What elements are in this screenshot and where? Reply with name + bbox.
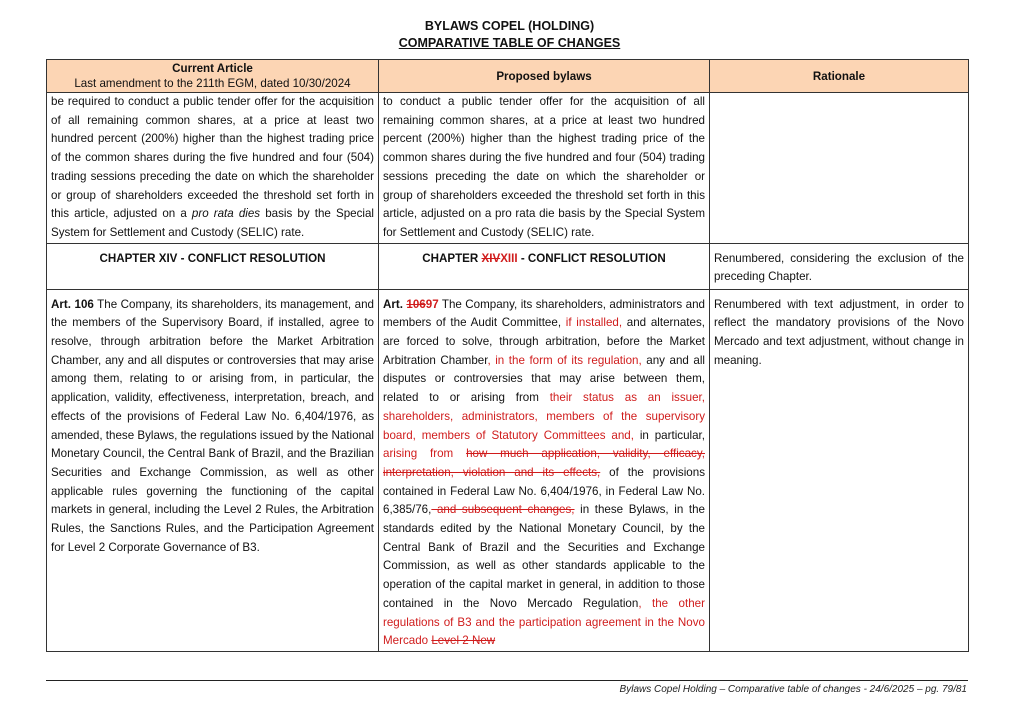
comparative-table: [46, 59, 969, 652]
table-row: [47, 93, 969, 244]
inserted-text: 97: [425, 297, 439, 311]
table-header-row: [47, 60, 969, 93]
current-text: be required to conduct a public tender offer for the acquisition of all remaining common shares, at a price at least two hundred percent (200%) higher than the highest trading price of the common shares during the five hundred and four (504) trading sessions preceding the date on which the shareholder or group of shareholders exceeded the threshold set forth in this article, adjusted on a: [51, 95, 374, 221]
inserted-text: their status as an issuer, shareholders, administrators, members of the supervisory board, members of Statutory Committees and,: [383, 391, 705, 442]
proposed-text: [453, 447, 466, 460]
header-proposed-bylaws: Proposed bylaws: [379, 60, 710, 93]
table-row: [47, 289, 969, 651]
proposed-cell: [379, 289, 710, 651]
chapter-prefix: CHAPTER: [422, 251, 482, 265]
proposed-chapter-heading: [379, 243, 710, 289]
header-current-article: [47, 60, 379, 93]
current-text-end: basis by the Special System for Settlement and Custody (SELIC) rate.: [51, 207, 374, 239]
document-title: [0, 18, 1019, 52]
header-current-title: Current Article: [172, 62, 253, 75]
inserted-text: , the other regulations of B3 and the participation agreement in the Novo Mercado: [383, 596, 705, 648]
inserted-text: XIII: [500, 251, 518, 265]
inserted-text: if installed,: [565, 316, 623, 330]
rationale-cell: [710, 93, 969, 244]
title-line-2: COMPARATIVE TABLE OF CHANGES: [398, 36, 621, 50]
current-cell: [47, 289, 379, 651]
proposed-text: of the provisions contained in Federal Law No. 6,404/1976, in Federal Law No. 6,385/76,: [383, 465, 705, 517]
deleted-text: Level 2 New: [431, 634, 496, 648]
inserted-text: , in the form of its regulation,: [487, 353, 642, 367]
current-chapter-heading: CHAPTER XIV - CONFLICT RESOLUTION: [47, 243, 379, 289]
table-row-chapter: [47, 243, 969, 289]
chapter-suffix: - CONFLICT RESOLUTION: [517, 251, 666, 265]
proposed-text: any and all disputes or controversies that may arise between them, related to or arising from: [383, 353, 705, 405]
proposed-text: Art.: [383, 297, 407, 311]
rationale-cell: Renumbered, considering the exclusion of the preceding Chapter.: [710, 243, 969, 289]
current-text-italic: pro rata dies: [191, 207, 261, 221]
footer-divider: [46, 680, 968, 681]
proposed-text: in these Bylaws, in the standards edited by the National Monetary Council, by the Central Bank of Brazil and the Securities and Exchange Commission, as well as other standards applicable to the operation of the capital market in general, in addition to those contained in the Novo Mercado Regulation: [383, 503, 705, 610]
header-current-subtitle: Last amendment to the 211th EGM, dated 10/30/2024: [74, 77, 351, 90]
article-number: Art. 106: [51, 297, 94, 311]
header-rationale: Rationale: [710, 60, 969, 93]
current-text: The Company, its shareholders, its management, and the members of the Supervisory Board, if installed, agree to resolve, through arbitration before the Market Arbitration Chamber, any and all disputes or controversies that may arise among them, relating to or arising from, in particular, the application, validity, effectiveness, interpretation, breach, and effects of the provisions of Federal Law No. 6,404/1976, as amended, these Bylaws, the regulations issued by the National Monetary Council, the Central Bank of Brazil, and the Brazilian Securities and Exchange Commission, as well as other applicable rules governing the functioning of the capital markets in general, including the Level 2 Rules, the Arbitration Rules, the Sanctions Rules, and the Participation Agreement for Level 2 Corporate Governance of B3.: [51, 297, 374, 554]
deleted-text: 106: [406, 297, 426, 311]
inserted-text: arising from: [383, 447, 454, 461]
current-cell: [47, 93, 379, 244]
proposed-text: in particular,: [633, 428, 705, 442]
page-footer: Bylaws Copel Holding – Comparative table of changes - 24/6/2025 – pg. 79/81: [619, 684, 967, 695]
deleted-text: XIV: [481, 251, 501, 265]
proposed-text: and alternates, are forced to solve, through arbitration, before the Market Arbitration Chamber: [383, 316, 705, 367]
deleted-text: and subsequent changes,: [431, 503, 575, 517]
proposed-cell: to conduct a public tender offer for the acquisition of all remaining common shares, at a price at least two hundred percent (200%) higher than the highest trading price of the common shares during the five hundred and four (504) trading sessions preceding the date on which the shareholder or group of shareholders exceeded the threshold set forth in this article, adjusted on a pro rata die basis by the Special System for Settlement and Custody (SELIC) rate.: [379, 93, 710, 244]
proposed-text: The Company, its shareholders, administrators and members of the Audit Committee,: [383, 297, 705, 330]
deleted-text: how much application, validity, efficacy, interpretation, violation and its effects,: [383, 447, 705, 479]
rationale-cell: Renumbered with text adjustment, in order to reflect the mandatory provisions of the Novo Mercado and text adjustment, without change in meaning.: [710, 289, 969, 651]
title-line-1: BYLAWS COPEL (HOLDING): [424, 19, 595, 33]
